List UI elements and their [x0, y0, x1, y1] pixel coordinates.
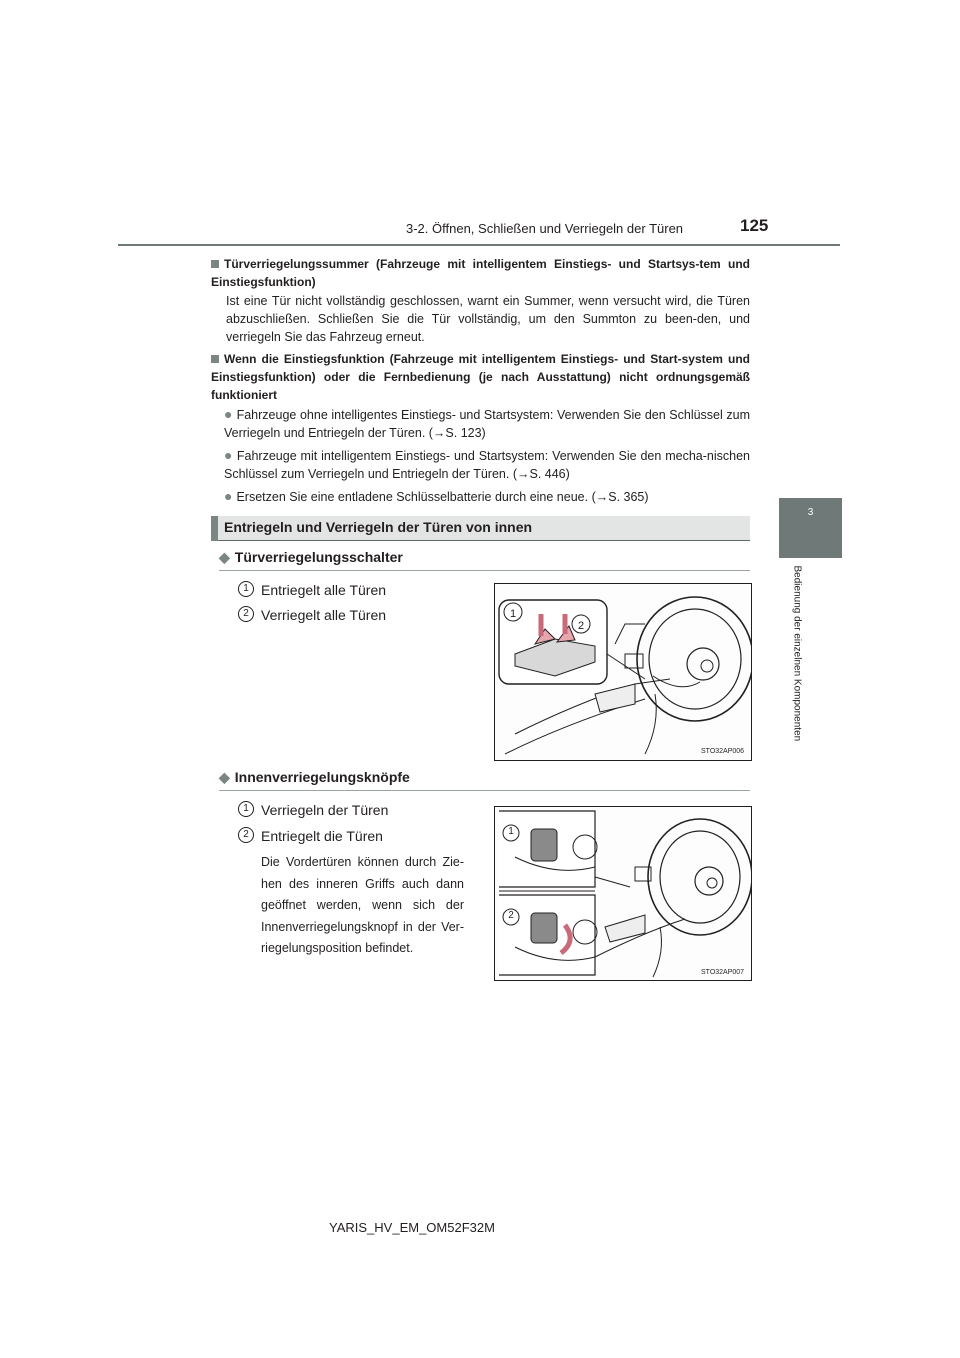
step-number-2: 2 — [238, 606, 254, 622]
chapter-title: 3-2. Öffnen, Schließen und Verriegeln der Türen — [406, 221, 684, 236]
malfunction-heading: Wenn die Einstiegsfunktion (Fahrzeuge mit intelligentem Einstiegs- und Start-system und Einstiegsfunktion) oder die Fernbedienung (je nach Ausstattung) nicht ordnungsgemäß funktioniert — [211, 352, 750, 402]
diamond-bullet-icon: ◆ — [219, 549, 230, 565]
switch-item-2: Verriegelt alle Türen — [261, 607, 387, 623]
knobs-item-1: Verriegeln der Türen — [261, 802, 389, 818]
buzzer-body: Ist eine Tür nicht vollständig geschlossen, warnt ein Summer, wenn versucht wird, die Türen abzuschließen. Schließen Sie die Tür vollständig, um den Summton zu been-den, und verriegeln Sie das Fahrzeug erneut. — [226, 294, 750, 344]
malfunction-bullet-1: ● Fahrzeuge ohne intelligentes Einstiegs- und Startsystem: Verwenden Sie den Schlüssel zum Verriegeln und Entriegeln der Türen. (→S. 123) — [224, 406, 750, 440]
square-bullet-icon — [211, 260, 219, 268]
knobs-item-2: Entriegelt die Türen — [261, 828, 383, 844]
chapter-tab-number: 3 — [807, 507, 814, 518]
figure-callout-1: 1 — [508, 826, 514, 837]
figure-callout-2: 2 — [577, 620, 585, 632]
diamond-bullet-icon: ◆ — [219, 769, 230, 785]
subtitle-rule — [219, 790, 750, 791]
buzzer-heading: Türverriegelungssummer (Fahrzeuge mit intelligentem Einstiegs- und Startsys-tem und Einstiegsfunktion) — [211, 257, 750, 289]
malfunction-bullet-3: ● Ersetzen Sie eine entladene Schlüsselbatterie durch eine neue. (→S. 365) — [224, 488, 649, 504]
section-title-accent — [211, 516, 218, 541]
figure-code: STO32AP006 — [701, 748, 745, 755]
figure-code: STO32AP007 — [701, 969, 745, 976]
switch-item-1: Entriegelt alle Türen — [261, 582, 387, 598]
malfunction-bullet-2: ● Fahrzeuge mit intelligentem Einstiegs- und Startsystem: Verwenden Sie den mecha-nischen Schlüssel zum Verriegeln und Entriegeln der Türen. (→S. 446) — [224, 447, 750, 481]
inside-lock-knob-illustration — [495, 807, 751, 980]
step-number-2: 2 — [238, 827, 254, 843]
section-title: Entriegeln und Verriegeln der Türen von innen — [224, 519, 533, 535]
door-lock-switch-figure — [494, 583, 752, 761]
step-number-1: 1 — [238, 801, 254, 817]
round-bullet-icon: ● — [224, 488, 233, 504]
figure-callout-2: 2 — [508, 910, 514, 921]
header-rule — [118, 244, 840, 246]
switch-subtitle: ◆ Türverriegelungsschalter — [219, 549, 403, 565]
page-number: 125 — [740, 216, 769, 235]
figure-callout-1: 1 — [509, 608, 517, 620]
knobs-subtitle: ◆ Innenverriegelungsknöpfe — [219, 769, 410, 785]
chapter-tab-label: Bedienung der einzelnen Komponenten — [791, 565, 803, 742]
round-bullet-icon: ● — [224, 406, 233, 422]
square-bullet-icon — [211, 355, 219, 363]
step-number-1: 1 — [238, 581, 254, 597]
document-code: YARIS_HV_EM_OM52F32M — [329, 1220, 495, 1235]
subtitle-rule — [219, 570, 750, 571]
round-bullet-icon: ● — [224, 447, 233, 463]
inside-lock-knob-figure — [494, 806, 752, 981]
door-lock-switch-illustration — [495, 584, 751, 760]
knobs-note: Die Vordertüren können durch Zie-hen des inneren Griffs auch dann geöffnet werden, wenn sich der Innenverriegelungsknopf in der Ver-riegelungsposition befindet. — [261, 855, 464, 955]
